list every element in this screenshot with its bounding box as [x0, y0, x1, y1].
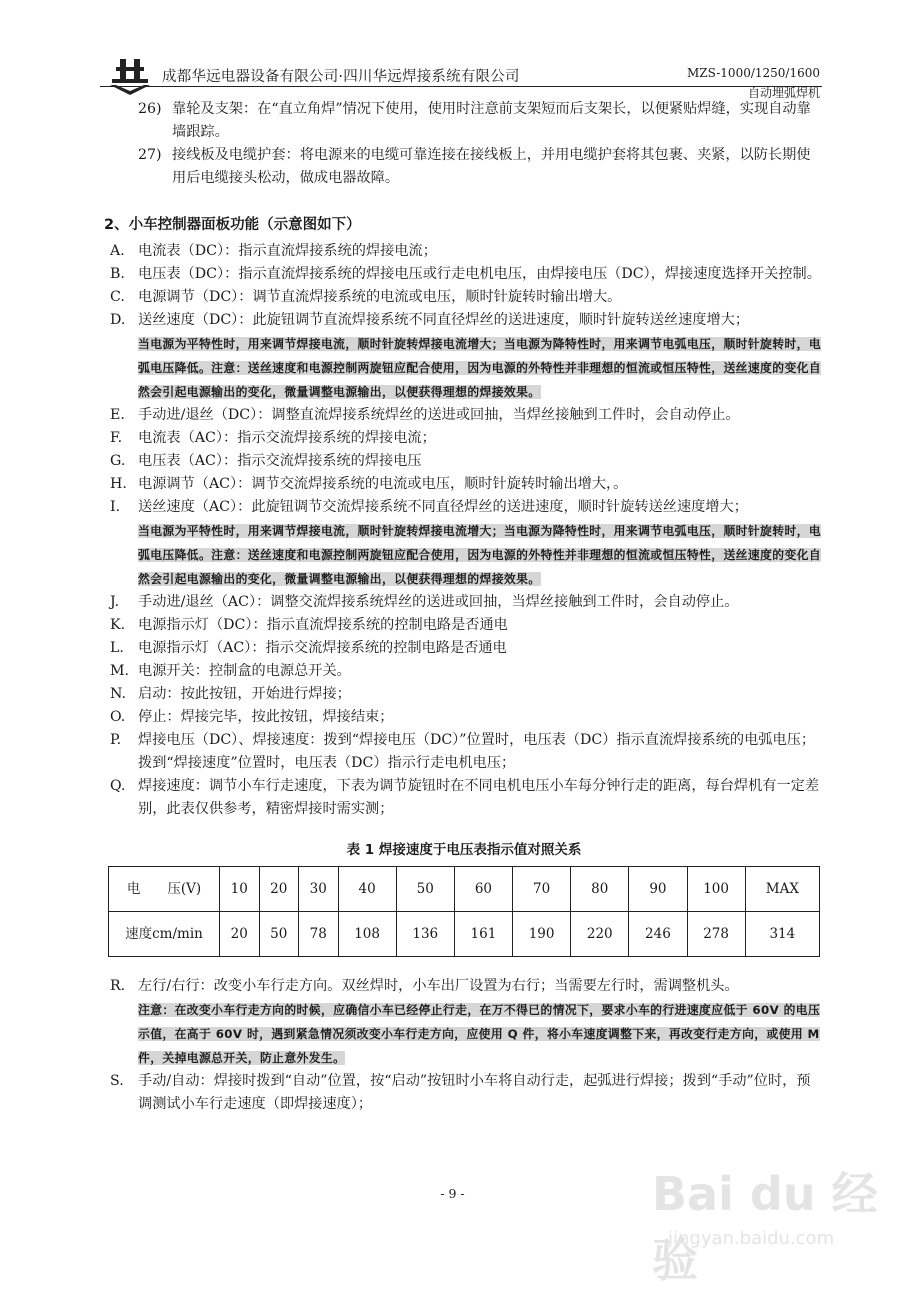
- item-text: 送丝速度（DC）：此旋钮调节直流焊接系统不同直径焊丝的送进速度，顺时针旋转送丝速度增大；: [138, 312, 750, 328]
- item-marker: 26): [138, 101, 162, 117]
- item-marker: G.: [110, 453, 126, 469]
- item-text: 左行/右行：改变小车行走方向。双丝焊时，小车出厂设置为右行；当需要左行时，需调整机头。: [138, 978, 739, 994]
- list-item: [104, 427, 824, 450]
- note-d-text: 当电源为平特性时，用来调节焊接电流，顺时针旋转焊接电流增大；当电源为降特性时，用来调节电弧电压，顺时针旋转时，电弧电压降低。注意：送丝速度和电源控制两旋钮应配合使用，因为电源的外特性并非理想的恒流或恒压特性，送丝速度的变化自然会引起电源输出的变化，微量调整电源输出，以便获得理想的焊接效果。: [138, 337, 822, 399]
- item-text: 接线板及电缆护套：将电源来的电缆可靠连接在接线板上，并用电缆护套将其包裹、夹紧，以防长期使用后电缆接头松动，做成电器故障。: [172, 147, 811, 186]
- item-r: [104, 975, 824, 998]
- item-text: 手动进/退丝（AC）：调整交流焊接系统焊丝的送进或回抽，当焊丝接触到工件时，会自动停止。: [138, 594, 739, 610]
- list-item: [104, 496, 824, 519]
- table-cell: MAX: [745, 867, 819, 912]
- table-cell: 20: [259, 867, 299, 912]
- item-marker: C.: [110, 289, 125, 305]
- watermark-url: jingyan.baidu.com: [668, 1228, 835, 1249]
- list-item: [104, 683, 824, 706]
- list-item: [104, 450, 824, 473]
- table-cell: 40: [338, 867, 396, 912]
- note-r-text: 注意：在改变小车行走方向的时候，应确信小车已经停止行走，在万不得已的情况下，要求小车的行进速度应低于 60V 的电压示值，在高于 60V 时，遇到紧急情况须改变小车行走方向，应使用 Q 件，将小车速度调整下来，再改变行走方向，或使用 M 件，关掉电源总开关，防止意外发生。: [138, 1003, 821, 1065]
- item-marker: N.: [110, 686, 127, 702]
- table-cell: 50: [396, 867, 454, 912]
- list-item: [104, 614, 824, 637]
- list-item: [104, 591, 824, 614]
- item-text: 电源指示灯（DC）：指示直流焊接系统的控制电路是否通电: [138, 617, 508, 633]
- item-marker: E.: [110, 407, 125, 423]
- list-item: [104, 637, 824, 660]
- item-text: 电压表（DC）：指示直流焊接系统的焊接电压或行走电机电压，由焊接电压（DC），焊接速度选择开关控制。: [138, 266, 821, 282]
- table-cell: 70: [513, 867, 571, 912]
- item-text: 电流表（DC）：指示直流焊接系统的焊接电流；: [138, 243, 437, 259]
- item-marker: H.: [110, 476, 127, 492]
- company-logo-icon: [108, 55, 152, 95]
- item-marker: M.: [110, 663, 130, 679]
- list-item: [104, 660, 824, 683]
- intro-list: [104, 98, 824, 190]
- item-text: 送丝速度（AC）：此旋钮调节交流焊接系统不同直径焊丝的送进速度，顺时针旋转送丝速度增大；: [138, 499, 748, 515]
- table-cell: 314: [745, 912, 819, 957]
- document-body: [104, 98, 824, 1116]
- item-text: 手动进/退丝（DC）：调整直流焊接系统焊丝的送进或回抽，当焊丝接触到工件时，会自动停止。: [138, 407, 740, 423]
- table-cell: 278: [687, 912, 745, 957]
- item-marker: D.: [110, 312, 126, 328]
- item-text: 电源调节（AC）：调节交流焊接系统的电流或电压，顺时针旋转时输出增大，。: [138, 476, 628, 492]
- watermark-brand: Bai du 经验: [652, 1167, 878, 1287]
- company-name: 成都华远电器设备有限公司·四川华远焊接系统有限公司: [162, 69, 520, 85]
- speed-voltage-table: [108, 866, 820, 957]
- baidu-watermark: [640, 1148, 880, 1287]
- table-cell: 80: [571, 867, 629, 912]
- note-d: [138, 332, 824, 404]
- table-cell: 100: [687, 867, 745, 912]
- table-row-label: 电 压(V): [109, 867, 220, 912]
- page-number: - 9 -: [440, 1186, 465, 1201]
- item-text: 电流表（AC）：指示交流焊接系统的焊接电流；: [138, 430, 436, 446]
- list-item: [104, 286, 824, 309]
- header-divider: [100, 86, 822, 87]
- item-marker: B.: [110, 266, 125, 282]
- note-r: [138, 998, 824, 1070]
- item-marker: J.: [110, 594, 120, 610]
- table-caption: 表 1 焊接速度于电压表指示值对照关系: [346, 842, 582, 858]
- list-item: [104, 240, 824, 263]
- item-marker: K.: [110, 617, 126, 633]
- list-item: [104, 309, 824, 332]
- table-cell: 90: [629, 867, 687, 912]
- item-text: 手动/自动：焊接时拨到“自动”位置，按“启动”按钮时小车将自动行走，起弧进行焊接；拨到“手动”位时，预调测试小车行走速度（即焊接速度）；: [138, 1073, 811, 1112]
- table-cell: 246: [629, 912, 687, 957]
- item-text: 电源调节（DC）：调节直流焊接系统的电流或电压，顺时针旋转时输出增大。: [138, 289, 622, 305]
- item-text: 焊接速度：调节小车行走速度，下表为调节旋钮时在不同电机电压小车每分钟行走的距离，每台焊机有一定差别，此表仅供参考，精密焊接时需实测；: [138, 778, 820, 817]
- table-cell: 78: [299, 912, 339, 957]
- item-text: 停止：焊接完毕，按此按钮，焊接结束；: [138, 709, 394, 725]
- table-cell: 161: [454, 912, 512, 957]
- item-marker: P.: [110, 732, 122, 748]
- item-text: 电源指示灯（AC）：指示交流焊接系统的控制电路是否通电: [138, 640, 507, 656]
- section-title: 2、小车控制器面板功能（示意图如下）: [104, 217, 361, 233]
- table-cell: 20: [220, 912, 260, 957]
- table-cell: 30: [299, 867, 339, 912]
- list-item: [104, 263, 824, 286]
- item-marker: O.: [110, 709, 126, 725]
- item-marker: 27): [138, 147, 162, 163]
- table-cell: 190: [513, 912, 571, 957]
- item-marker: I.: [110, 499, 121, 515]
- item-marker: A.: [110, 243, 125, 259]
- item-list-j-q: [104, 591, 824, 821]
- item-text: 靠轮及支架：在“直立角焊”情况下使用，使用时注意前支架短而后支架长，以便紧贴焊缝，实现自动靠墙跟踪。: [172, 101, 811, 140]
- table-row: [109, 867, 820, 912]
- list-item: [104, 404, 824, 427]
- list-item: [104, 144, 824, 190]
- item-marker: L.: [110, 640, 124, 656]
- item-marker: R.: [110, 978, 126, 994]
- table-cell: 50: [259, 912, 299, 957]
- table-row: [109, 912, 820, 957]
- model-number: MZS-1000/1250/1600: [686, 66, 820, 80]
- item-text: 电源开关：控制盒的电源总开关。: [138, 663, 351, 679]
- table-cell: 10: [220, 867, 260, 912]
- product-subtitle: 自动埋弧焊机: [747, 86, 820, 100]
- list-item: [104, 706, 824, 729]
- list-item: [104, 473, 824, 496]
- item-marker: Q.: [110, 778, 126, 794]
- note-i: [138, 519, 824, 591]
- list-item: [104, 98, 824, 144]
- list-item: [104, 729, 824, 775]
- table-cell: 220: [571, 912, 629, 957]
- table-row-label: 速度cm/min: [109, 912, 220, 957]
- item-text: 焊接电压（DC）、焊接速度：拨到“焊接电压（DC）”位置时，电压表（DC）指示直流焊接系统的电弧电压；拨到“焊接速度”位置时，电压表（DC）指示行走电机电压；: [138, 732, 816, 771]
- item-s: [104, 1070, 824, 1116]
- item-marker: F.: [110, 430, 123, 446]
- table-cell: 60: [454, 867, 512, 912]
- list-item: [104, 775, 824, 821]
- item-text: 启动：按此按钮，开始进行焊接；: [138, 686, 351, 702]
- item-marker: S.: [110, 1073, 124, 1089]
- item-list-e-i: [104, 404, 824, 519]
- item-list-a-d: [104, 240, 824, 332]
- note-i-text: 当电源为平特性时，用来调节焊接电流，顺时针旋转焊接电流增大；当电源为降特性时，用来调节电弧电压，顺时针旋转时，电弧电压降低。注意：送丝速度和电源控制两旋钮应配合使用，因为电源的外特性并非理想的恒流或恒压特性，送丝速度的变化自然会引起电源输出的变化，微量调整电源输出，以便获得理想的焊接效果。: [138, 524, 822, 586]
- page-header: [100, 55, 822, 103]
- table-cell: 108: [338, 912, 396, 957]
- table-cell: 136: [396, 912, 454, 957]
- item-text: 电压表（AC）：指示交流焊接系统的焊接电压: [138, 453, 422, 469]
